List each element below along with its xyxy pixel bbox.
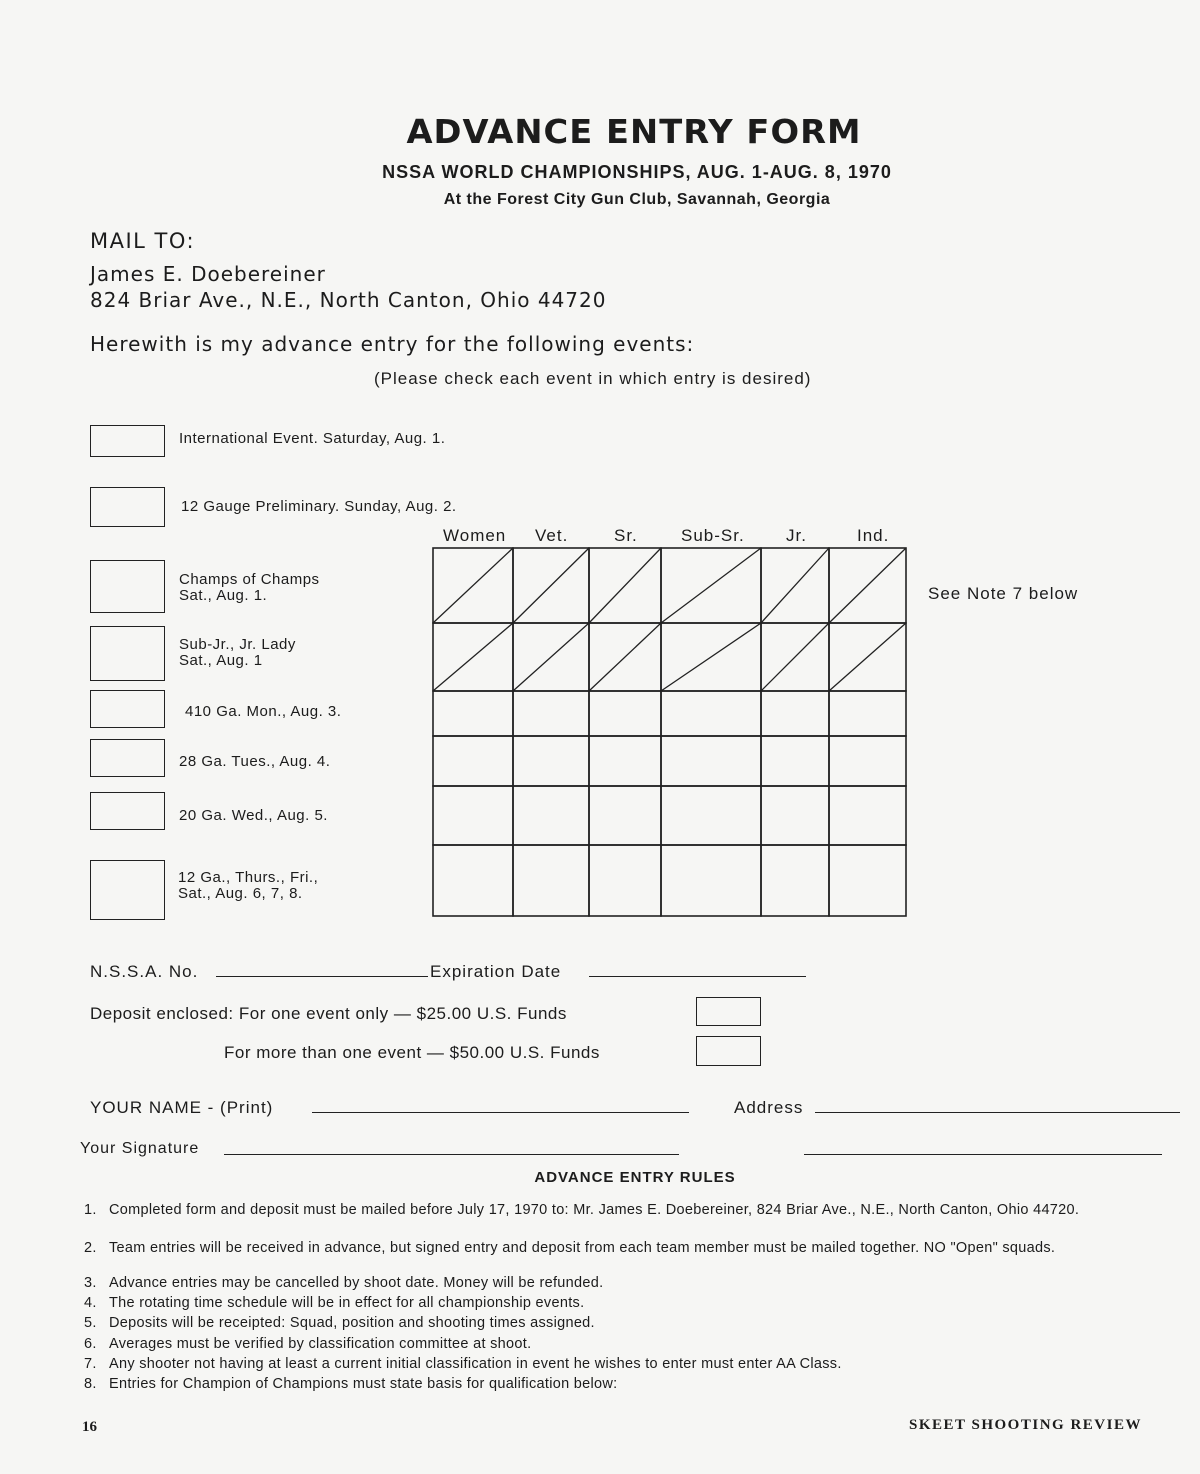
deposit-multi-event-label: For more than one event — $50.00 U.S. Funds: [224, 1043, 600, 1062]
your-name-field[interactable]: [312, 1112, 689, 1113]
class-cell-r5-jr[interactable]: [761, 786, 829, 845]
event-label-subjr-line2: Sat., Aug. 1: [179, 652, 263, 669]
note-7-reference: See Note 7 below: [928, 584, 1079, 603]
address-second-line-field[interactable]: [804, 1154, 1162, 1155]
column-header-ind: Ind.: [857, 526, 890, 545]
your-name-label: YOUR NAME - (Print): [90, 1098, 274, 1117]
event-label-28ga: 28 Ga. Tues., Aug. 4.: [179, 753, 331, 770]
class-cell-r4-sub-sr[interactable]: [661, 736, 761, 786]
expiration-date-field[interactable]: [589, 976, 806, 977]
event-label-subjr-line1: Sub-Jr., Jr. Lady: [179, 636, 296, 653]
class-cell-r6-women[interactable]: [433, 845, 513, 916]
rule-text: Advance entries may be cancelled by shoot date. Money will be refunded.: [109, 1275, 604, 1291]
rule-text: Any shooter not having at least a current initial classification in event he wishes to enter must enter AA Class.: [109, 1356, 842, 1372]
class-cell-r3-women[interactable]: [433, 691, 513, 736]
class-cell-r4-ind[interactable]: [829, 736, 906, 786]
rule-text: The rotating time schedule will be in effect for all championship events.: [109, 1295, 585, 1311]
address-field[interactable]: [815, 1112, 1180, 1113]
expiration-date-label: Expiration Date: [430, 962, 562, 981]
event-label-international: International Event. Saturday, Aug. 1.: [179, 430, 446, 447]
publication-name: SKEET SHOOTING REVIEW: [909, 1417, 1142, 1433]
deposit-multi-event-checkbox[interactable]: [696, 1036, 761, 1066]
intro-text: Herewith is my advance entry for the following events:: [90, 332, 695, 356]
rule-number: 7.: [84, 1356, 97, 1372]
class-cell-r5-ind[interactable]: [829, 786, 906, 845]
class-cell-r4-jr[interactable]: [761, 736, 829, 786]
class-cell-r6-ind[interactable]: [829, 845, 906, 916]
event-label-12ga-line2: Sat., Aug. 6, 7, 8.: [178, 885, 303, 902]
nssa-number-label: N.S.S.A. No.: [90, 962, 199, 981]
rule-text: Averages must be verified by classification committee at shoot.: [109, 1336, 532, 1352]
class-cell-r3-ind[interactable]: [829, 691, 906, 736]
column-header-vet: Vet.: [535, 526, 569, 545]
class-cell-r6-jr[interactable]: [761, 845, 829, 916]
address-label: Address: [734, 1098, 804, 1117]
rule-text: Team entries will be received in advance, but signed entry and deposit from each team member must be mailed together. NO "Open" squads.: [109, 1240, 1056, 1256]
class-cell-r6-sr[interactable]: [589, 845, 661, 916]
class-cell-r3-jr[interactable]: [761, 691, 829, 736]
deposit-one-event-checkbox[interactable]: [696, 997, 761, 1026]
event-location: At the Forest City Gun Club, Savannah, Georgia: [443, 191, 831, 208]
form-title: ADVANCE ENTRY FORM: [406, 112, 862, 151]
rule-text: Entries for Champion of Champions must state basis for qualification below:: [109, 1376, 618, 1392]
rule-text: Completed form and deposit must be mailed before July 17, 1970 to: Mr. James E. Doebereiner, 824 Briar Ave., N.E., North Canton, Ohio 44720.: [109, 1202, 1080, 1218]
column-header-women: Women: [443, 526, 507, 545]
class-cell-r4-women[interactable]: [433, 736, 513, 786]
class-cell-r4-sr[interactable]: [589, 736, 661, 786]
event-label-champs-line1: Champs of Champs: [179, 571, 320, 588]
column-header-jr: Jr.: [786, 526, 807, 545]
column-header-sr: Sr.: [614, 526, 638, 545]
signature-field[interactable]: [224, 1154, 679, 1155]
event-label-champs-line2: Sat., Aug. 1.: [179, 587, 268, 604]
rule-text: Deposits will be receipted: Squad, position and shooting times assigned.: [109, 1315, 595, 1331]
deposit-one-event-label: Deposit enclosed: For one event only — $25.00 U.S. Funds: [90, 1004, 567, 1023]
mail-to-name: James E. Doebereiner: [90, 262, 326, 286]
mail-to-heading: MAIL TO:: [90, 229, 196, 253]
class-cell-r5-women[interactable]: [433, 786, 513, 845]
event-label-12ga-preliminary: 12 Gauge Preliminary. Sunday, Aug. 2.: [181, 498, 457, 515]
class-cell-r5-sr[interactable]: [589, 786, 661, 845]
event-label-20ga: 20 Ga. Wed., Aug. 5.: [179, 807, 328, 824]
class-cell-r3-sub-sr[interactable]: [661, 691, 761, 736]
class-cell-r4-vet[interactable]: [513, 736, 589, 786]
rule-number: 4.: [84, 1295, 97, 1311]
class-cell-r3-sr[interactable]: [589, 691, 661, 736]
page-number: 16: [82, 1419, 97, 1435]
event-label-410ga: 410 Ga. Mon., Aug. 3.: [185, 703, 342, 720]
mail-to-address: 824 Briar Ave., N.E., North Canton, Ohio 44720: [90, 288, 607, 312]
class-cell-r3-vet[interactable]: [513, 691, 589, 736]
class-cell-r6-sub-sr[interactable]: [661, 845, 761, 916]
nssa-number-field[interactable]: [216, 976, 428, 977]
class-cell-r6-vet[interactable]: [513, 845, 589, 916]
rule-number: 3.: [84, 1275, 97, 1291]
event-subtitle: NSSA WORLD CHAMPIONSHIPS, AUG. 1-AUG. 8, 1970: [382, 162, 892, 182]
rule-number: 8.: [84, 1376, 97, 1392]
rule-number: 5.: [84, 1315, 97, 1331]
rule-number: 1.: [84, 1202, 97, 1218]
column-header-sub-sr: Sub-Sr.: [681, 526, 745, 545]
class-cell-r5-vet[interactable]: [513, 786, 589, 845]
instruction-text: (Please check each event in which entry is desired): [374, 369, 812, 388]
event-label-12ga-line1: 12 Ga., Thurs., Fri.,: [178, 869, 319, 886]
signature-label: Your Signature: [80, 1140, 200, 1157]
rule-number: 6.: [84, 1336, 97, 1352]
rules-heading: ADVANCE ENTRY RULES: [534, 1169, 736, 1186]
rule-number: 2.: [84, 1240, 97, 1256]
class-cell-r5-sub-sr[interactable]: [661, 786, 761, 845]
